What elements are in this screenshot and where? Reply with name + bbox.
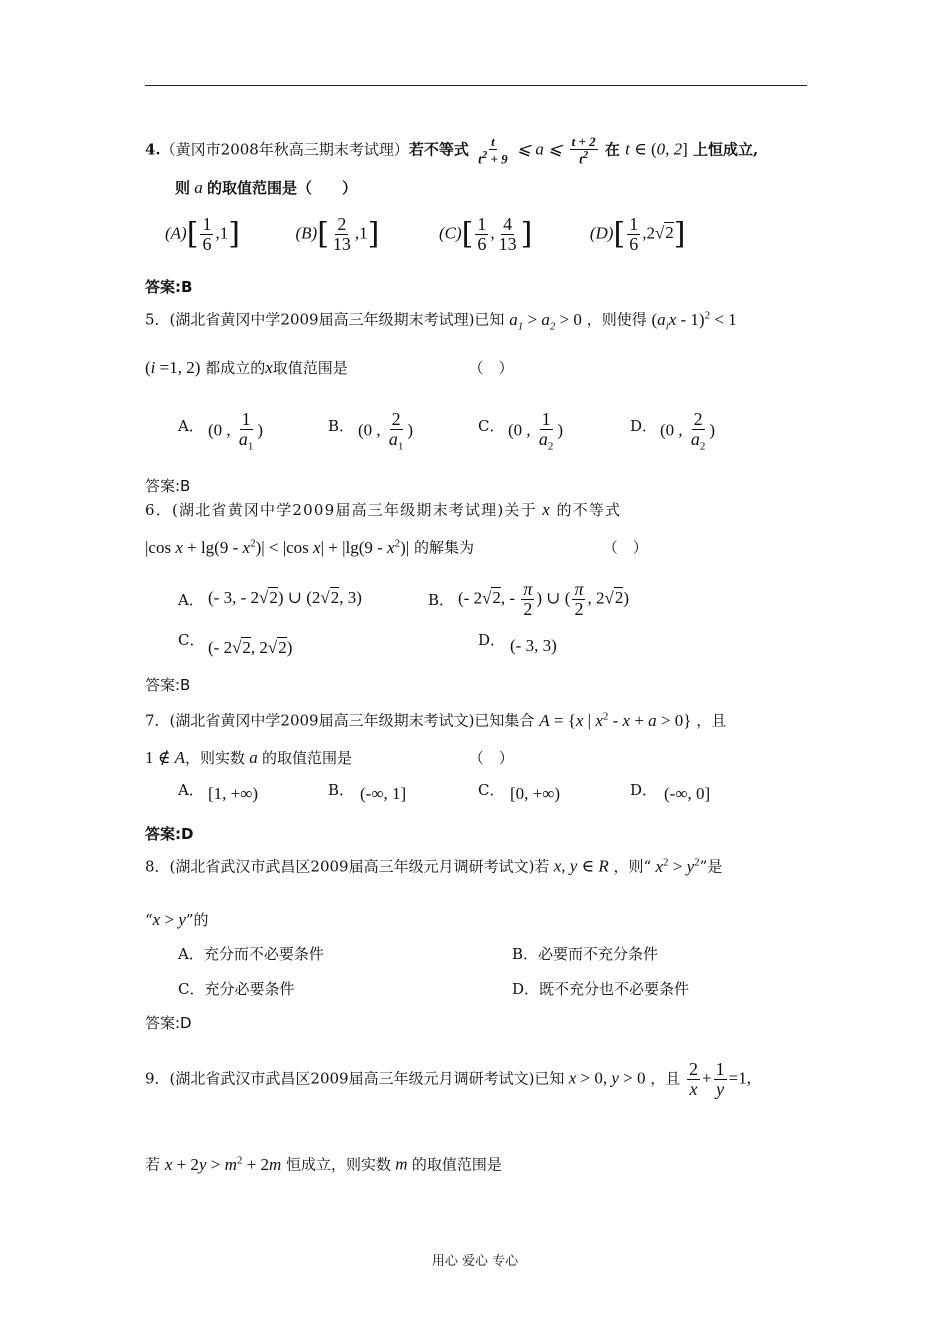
q8-opt-d: D．既不充分也不必要条件 <box>512 980 690 998</box>
q8-opt-b: B．必要而不充分条件 <box>512 945 659 963</box>
q5-line1: 5．(湖北省黄冈中学2009届高三年级期末考试理)已知 $a_1 > a_2 > 0$ ，则使得 $(a_ix - 1)^2 < 1$ <box>145 309 737 333</box>
q9-line2: 若 $x + 2y > m^2 + 2m$ 恒成立，则实数 m 的取值范围是 <box>145 1154 502 1174</box>
q7-line2: 1 ∉ A，则实数 a 的取值范围是 （ ） <box>145 748 514 767</box>
q8-opt-a: A．充分而不必要条件 <box>178 945 324 963</box>
page-footer: 用心 爱心 专心 <box>431 1254 519 1269</box>
q7-answer: 答案:D <box>145 825 194 843</box>
q6-answer: 答案:B <box>145 676 191 694</box>
q4-answer: 答案:B <box>145 278 193 296</box>
header-rule <box>145 85 807 86</box>
q8-opt-c: C．充分必要条件 <box>178 980 295 998</box>
q5-answer: 答案:B <box>145 477 191 495</box>
q4-line1: 4.（黄冈市2008年秋高三期末考试理）若不等式 $\frac{t}{t^2 + 9}$ ⩽ a ⩽ $\frac{t + 2}{t^2}$ 在 t ∈ (0, 2] 上恒成立, <box>145 134 759 166</box>
q4-options: (A)[ $\frac{1}{6}$ ,1] (B)[ $\frac{2}{13}$ ,1] (C)[ $\frac{1}{6}$ , $\frac{4}{13}$ ] (D)[ $\frac{1}{6}$ ,2√2] <box>165 214 686 254</box>
q4-line2: 则 a 的取值范围是（ ） <box>175 178 358 197</box>
q8-line2: “x > y”的 <box>145 910 209 929</box>
q8-line1: 8．(湖北省武汉市武昌区2009届高三年级元月调研考试文)若 x, y ∈ R ，则“ $x^2 > y^2$”是 <box>145 856 723 876</box>
q9-line1: 9．(湖北省武汉市武昌区2009届高三年级元月调研考试文)已知 x > 0, y > 0 ，且 $\frac{2}{x}$ + $\frac{1}{y}$ =1, <box>145 1059 751 1099</box>
q6-line1: 6．(湖北省黄冈中学2009届高三年级期末考试理)关于 x 的不等式 <box>145 500 622 519</box>
q5-line2: (i =1, 2) 都成立的x取值范围是 （ ） <box>145 358 514 377</box>
q7-line1: 7．(湖北省黄冈中学2009届高三年级期末考试文)已知集合 A = {x | $x^2 - x + a > 0$} ，且 <box>145 710 727 730</box>
q6-line2: |cos $x + \lg(9 - x^2)| < |\cos$ $x| + |\lg(9 - x^2)|$ 的解集为 （ ） <box>145 537 648 557</box>
q8-answer: 答案:D <box>145 1014 192 1032</box>
